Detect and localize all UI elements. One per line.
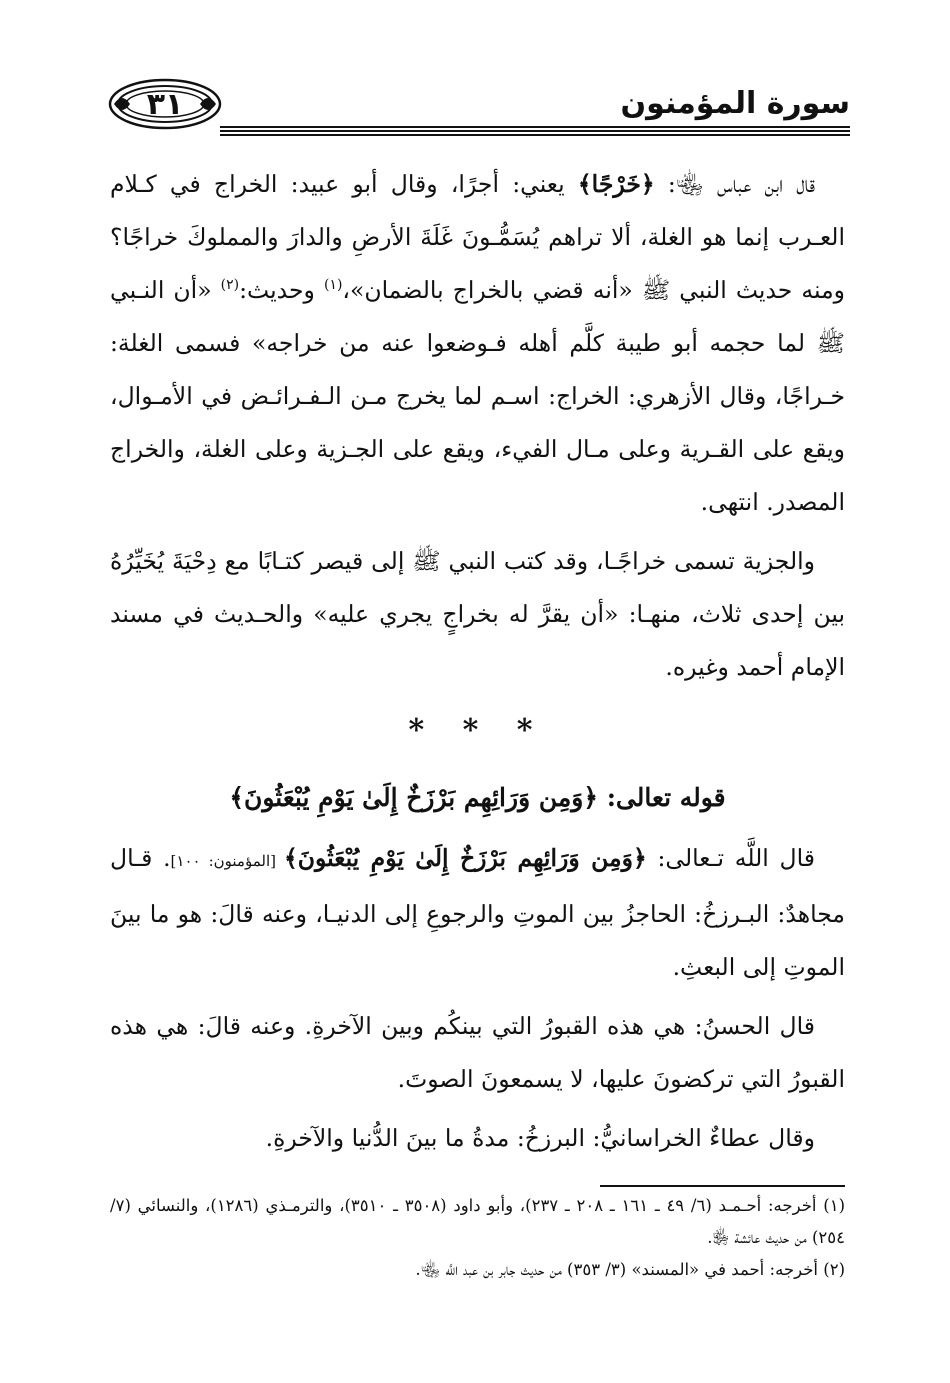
page-header (100, 78, 850, 134)
paragraph-ata: وقال عطاءٌ الخراسانيُّ: البرزخُ: مدةُ ما بينَ الدُّنيا والآخرةِ. (265, 1124, 815, 1152)
page-number-badge (108, 78, 222, 130)
paragraph-kharaj (110, 158, 845, 529)
footnote-separator (600, 1185, 845, 1187)
page-number: ٣١ (146, 86, 184, 122)
text-run: قال اللَّه تـعالى: (646, 844, 816, 872)
quran-quote: ﴿خَرْجًا﴾ (577, 170, 655, 198)
text-run: «أن النـبي ﷺ لما حجمه أبو طيبة كلَّم أهله فـوضعوا عنه من خراجه» فسمى الغلة: خـراجًا، وقال الأزهري: الخراج: اسـم لما يخرج مـن الـفـرائـض في الأمـوال، ويقع على القـرية وعلى مـال الفيء، ويقع على الجـزية وعلى الغلة، والخراج المصدر. انتهى. (110, 276, 845, 516)
page-body (110, 158, 845, 1171)
heading-quran-quote: ﴿وَمِن وَرَائِهِم بَرْزَخٌ إِلَىٰ يَوْمِ يُبْعَثُونَ﴾ (229, 783, 598, 812)
text-run: يعني: أجرًا، وقال أبو عبيد: الخراج في كـلام العـرب إنما هو الغلة، ألا تراهم يُسَمُّـونَ غَلَةَ الأرضِ والدارَ والمملوكَ خراجًا؟ ومنه حديث النبي ﷺ «أنه قضي بالخراج بالضمان»، (110, 170, 846, 304)
paragraph-barzakh (110, 832, 845, 994)
surah-title: سورة المؤمنون (620, 86, 850, 121)
quran-quote: ﴿وَمِن وَرَائِهِم بَرْزَخٌ إِلَىٰ يَوْمِ يُبْعَثُونَ﴾ (284, 844, 647, 872)
footnote-marker-1[interactable]: (١) (323, 277, 343, 294)
header-rule (220, 126, 850, 136)
text-run: وحديث: (239, 276, 324, 304)
text-run: . قـال مجاهدٌ: البـرزخُ: الحاجزُ بين الموتِ والرجوعِ إلى الدنيـا، وعنه قالَ: هو ما بينَ الموتِ إلى البعثِ. (110, 844, 845, 981)
paragraph-hasan: قال الحسنُ: هي هذه القبورُ التي بينكُم وبين الآخرةِ. وعنه قالَ: هي هذه القبورُ التي تركضونَ عليها، لا يسمعونَ الصوتَ. (110, 1012, 845, 1093)
section-heading (110, 771, 845, 824)
text-run: قال ابن عباس ﵄: (654, 170, 816, 198)
footnote-2: (٢) أخرجه: أحمد في «المسند» (٣/ ٣٥٣) من حديث جابر بن عبد اللَّه ﵄. (415, 1260, 845, 1279)
verse-reference: [المؤمنون: ١٠٠] (170, 852, 284, 870)
section-divider-stars: * * * (408, 713, 547, 748)
footnotes (110, 1190, 845, 1286)
footnote-marker-2[interactable]: (٢) (220, 277, 240, 294)
heading-intro: قوله تعالى: (598, 783, 726, 812)
footnote-1: (١) أخرجه: أحـمـد (٦/ ٤٩ ـ ١٦١ ـ ٢٠٨ ـ ٢٣٧)، وأبو داود (٣٥٠٨ ـ ٣٥١٠)، والترمـذي (١٢٨٦)، والنسائي (٧/ ٢٥٤) من حديث عائشة ﵂. (110, 1196, 845, 1247)
paragraph-jizya: والجزية تسمى خراجًـا، وقد كتب النبي ﷺ إلى قيصر كتـابًا مع دِحْيَةَ يُخَيِّرُهُ بين إحدى ثلاث، منهـا: «أن يقرَّ له بخراجٍ يجري عليه» والحـديث في مسند الإمام أحمد وغيره. (110, 547, 845, 681)
